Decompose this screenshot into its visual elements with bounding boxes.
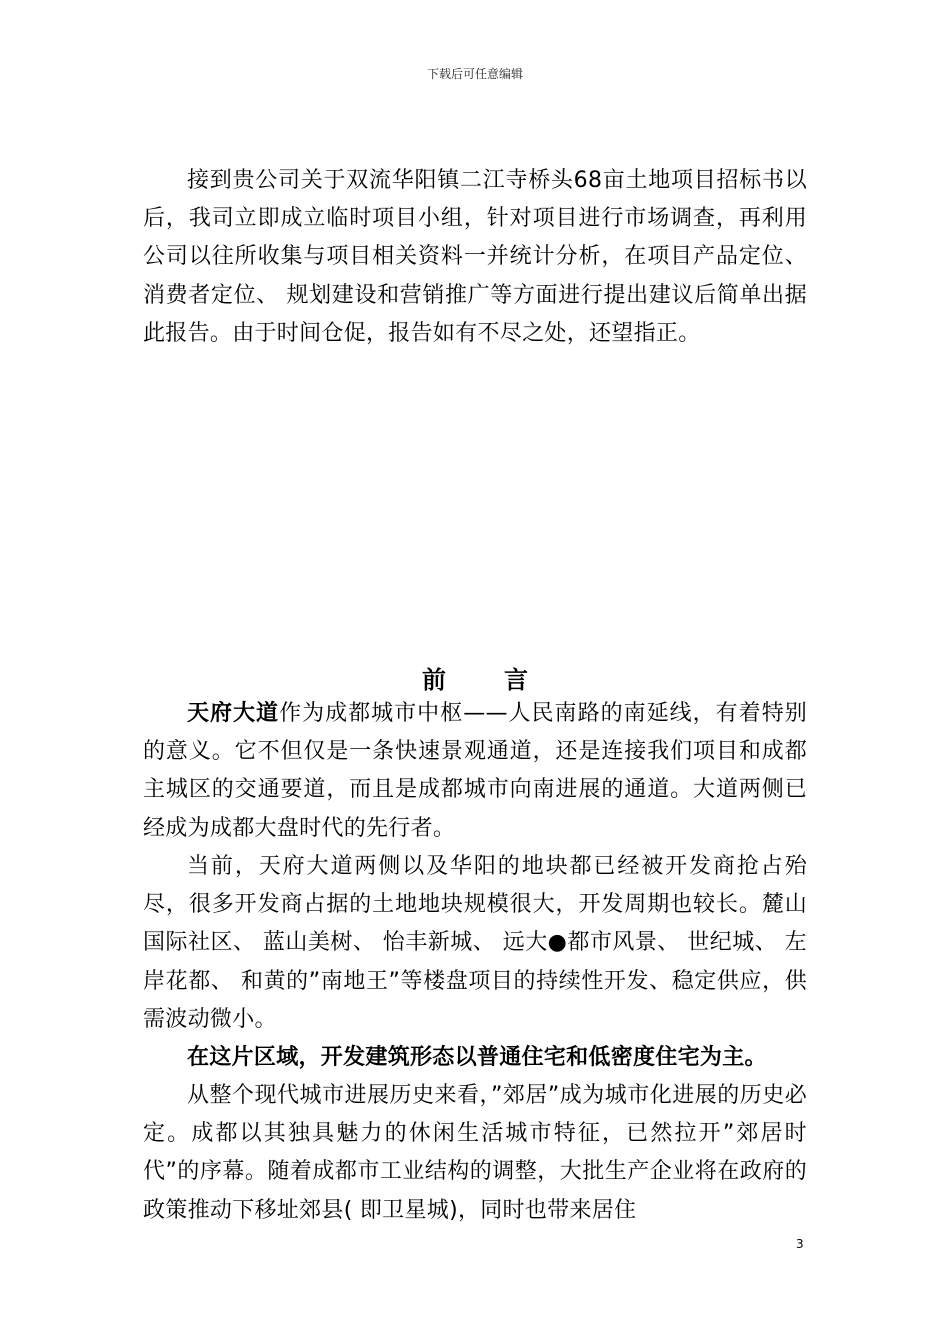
section-paragraph-2: 当前，天府大道两侧以及华阳的地块都已经被开发商抢占殆尽，很多开发商占据的土地地块规模很大，开发周期也较长。麓山国际社区、 蓝山美树、 怡丰新城、 远大●都市风景、 世纪城、 左岸花都、 和黄的”南地王”等楼盘项目的持续性开发、稳定供应，供需波动微小。 xyxy=(143,854,807,1032)
section-heading-char-1: 前 xyxy=(422,666,446,694)
highlight-term: 天府大道 xyxy=(187,701,280,726)
section-paragraph-1 xyxy=(143,695,807,848)
section-paragraph-3: 在这片区域，开发建筑形态以普通住宅和低密度住宅为主。 xyxy=(187,1045,767,1070)
intro-paragraph: 接到贵公司关于双流华阳镇二江寺桥头68亩土地项目招标书以后，我司立即成立临时项目小组，针对项目进行市场调查，再利用公司以往所收集与项目相关资料一并统计分析，在项目产品定位、 消费者定位、 规划建设和营销推广等方面进行提出建议后简单出据此报告。由于时间仓促，报告如有不尽之处，还望指正。 xyxy=(143,168,807,346)
page-number: 3 xyxy=(796,1237,804,1251)
section-paragraph-1-text: 作为成都城市中枢——人民南路的南延线，有着特别的意义。它不但仅是一条快速景观通道，还是连接我们项目和成都主城区的交通要道，而且是成都城市向南进展的通道。大道两侧已经成为成都大盘时代的先行者。 xyxy=(143,701,808,841)
section-heading xyxy=(0,664,950,696)
page-header: 下载后可任意编辑 xyxy=(426,67,523,81)
section-heading-char-2: 言 xyxy=(504,666,528,694)
section-paragraph-4: 从整个现代城市进展历史来看，”郊居”成为城市化进展的历史必定。成都以其独具魅力的休闲生活城市特征，已然拉开”郊居时代”的序幕。随着成都市工业结构的调整，大批生产企业将在政府的政策推动下移址郊县( 即卫星城)，同时也带来居住 xyxy=(143,1083,807,1223)
